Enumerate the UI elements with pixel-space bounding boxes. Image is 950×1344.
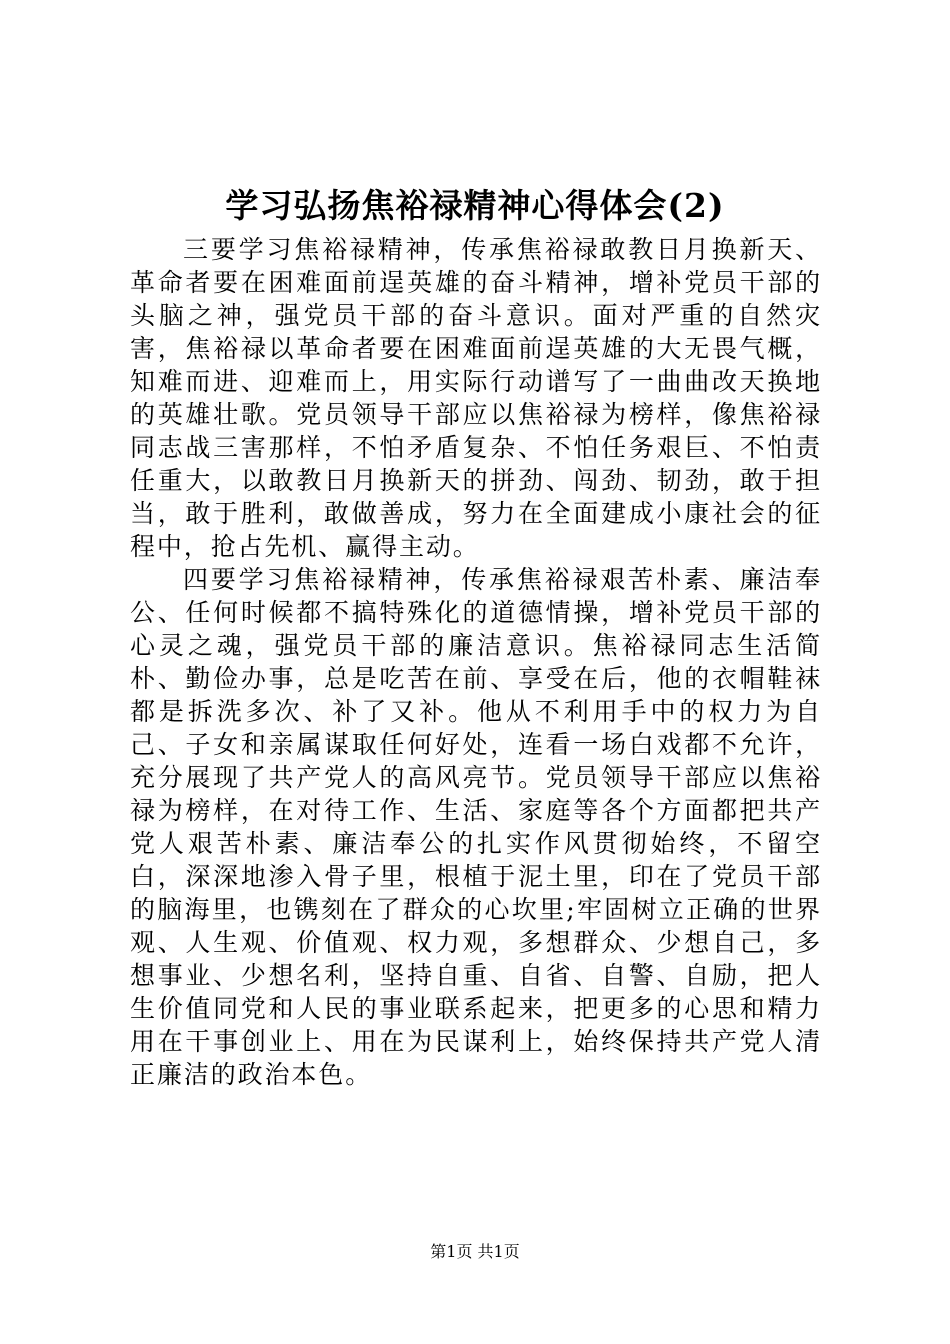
paragraph-4: 四要学习焦裕禄精神，传承焦裕禄艰苦朴素、廉洁奉公、任何时候都不搞特殊化的道德情操，增补党员干部的心灵之魂，强党员干部的廉洁意识。焦裕禄同志生活简朴、勤俭办事，总是吃苦在前、享受在后，他的衣帽鞋袜都是拆洗多次、补了又补。他从不利用手中的权力为自己、子女和亲属谋取任何好处，连看一场白戏都不允许，充分展现了共产党人的高风亮节。党员领导干部应以焦裕禄为榜样，在对待工作、生活、家庭等各个方面都把共产党人艰苦朴素、廉洁奉公的扎实作风贯彻始终，不留空白，深深地渗入骨子里，根植于泥土里，印在了党员干部的脑海里，也镌刻在了群众的心坎里;牢固树立正确的世界观、人生观、价值观、权力观，多想群众、少想自己，多想事业、少想名利，坚持自重、自省、自警、自励，把人生价值同党和人民的事业联系起来，把更多的心思和精力用在干事创业上、用在为民谋利上，始终保持共产党人清正廉洁的政治本色。: [130, 565, 822, 1089]
paragraph-3: 三要学习焦裕禄精神，传承焦裕禄敢教日月换新天、革命者要在困难面前逞英雄的奋斗精神，增补党员干部的头脑之神，强党员干部的奋斗意识。面对严重的自然灾害，焦裕禄以革命者要在困难面前逞英雄的大无畏气概，知难而进、迎难而上，用实际行动谱写了一曲曲改天换地的英雄壮歌。党员领导干部应以焦裕禄为榜样，像焦裕禄同志战三害那样，不怕矛盾复杂、不怕任务艰巨、不怕责任重大，以敢教日月换新天的拼劲、闯劲、韧劲，敢于担当，敢于胜利，敢做善成，努力在全面建成小康社会的征程中，抢占先机、赢得主动。: [130, 235, 822, 561]
document-body: [130, 233, 822, 1091]
document-title: 学习弘扬焦裕禄精神心得体会(2): [225, 186, 725, 225]
page-footer: 第1页 共1页: [430, 1242, 520, 1261]
